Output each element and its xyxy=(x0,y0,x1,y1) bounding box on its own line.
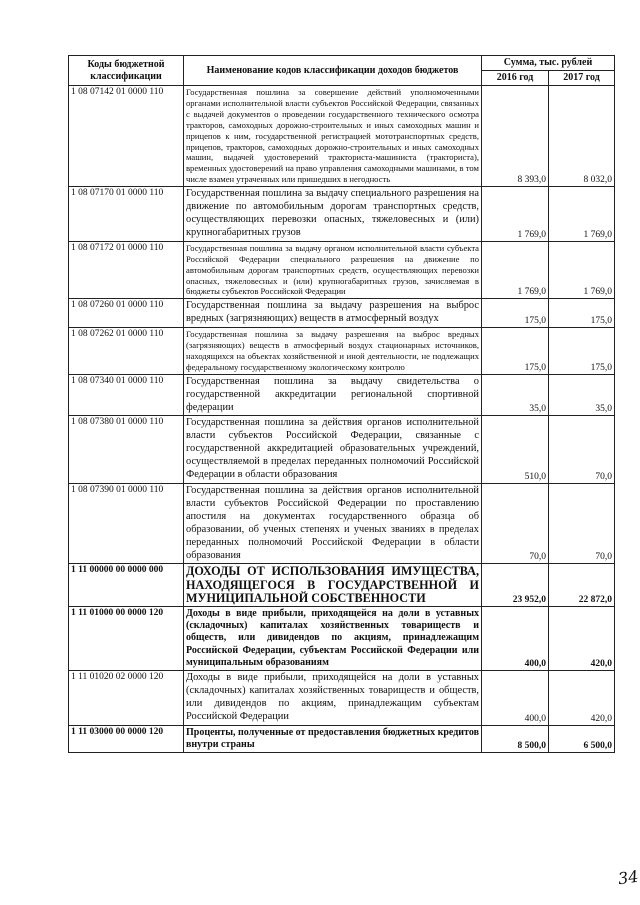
row-code: 1 08 07340 01 0000 110 xyxy=(69,374,184,416)
row-value-2016: 1 769,0 xyxy=(482,187,549,242)
row-value-2017: 1 769,0 xyxy=(549,187,615,242)
table-row xyxy=(69,86,615,187)
row-value-2016: 8 500,0 xyxy=(482,725,549,752)
row-value-2017: 6 500,0 xyxy=(549,725,615,752)
row-name: Проценты, полученные от предоставления бюджетных кредитов внутри страны xyxy=(184,725,482,752)
row-value-2017: 420,0 xyxy=(549,671,615,726)
row-value-2016: 70,0 xyxy=(482,484,549,564)
row-code: 1 08 07390 01 0000 110 xyxy=(69,484,184,564)
table-row xyxy=(69,416,615,484)
table-row xyxy=(69,374,615,416)
row-value-2017: 70,0 xyxy=(549,416,615,484)
row-code: 1 08 07380 01 0000 110 xyxy=(69,416,184,484)
row-name: Государственная пошлина за выдачу специального разрешения на движение по автомобильным дорогам транспортных средств, осуществляющих перевозки опасных, тяжеловесных и (или) крупногабаритных грузов xyxy=(184,187,482,242)
budget-revenue-table-page xyxy=(68,55,614,753)
table-row xyxy=(69,607,615,671)
row-name: Государственная пошлина за совершение действий уполномоченными органами исполнительной власти субъектов Российской Федерации, связанных с выдачей документов о проведении государственного технического осмотра тракторов, самоходных дорожно-строительных и иных самоходных машин и прицепов к ним, государственной регистрацией мототранспортных средств, прицепов, тракторов, самоходных дорожно-строительных и иных самоходных машин, выдачей удостоверений тракториста-машиниста (тракториста), временных удостоверений на право управления самоходными машинами, в том числе взамен утраченных или пришедших в негодность xyxy=(184,86,482,187)
page-number: 34 xyxy=(616,866,640,889)
row-name: Доходы в виде прибыли, приходящейся на доли в уставных (складочных) капиталах хозяйственных товариществ и обществ, или дивидендов по акциям, принадлежащим Российской Федерации, субъектам Российской Федерации или муниципальным образованиям xyxy=(184,607,482,671)
row-code: 1 08 07260 01 0000 110 xyxy=(69,299,184,328)
row-name: Доходы в виде прибыли, приходящейся на доли в уставных (складочных) капиталах хозяйственных товариществ и обществ, или дивидендов по акциям, принадлежащим субъектам Российской Федерации xyxy=(184,671,482,726)
row-value-2016: 8 393,0 xyxy=(482,86,549,187)
row-value-2016: 400,0 xyxy=(482,607,549,671)
row-value-2016: 35,0 xyxy=(482,374,549,416)
row-value-2016: 510,0 xyxy=(482,416,549,484)
row-code: 1 11 01000 00 0000 120 xyxy=(69,607,184,671)
header-year-2016: 2016 год xyxy=(482,71,549,86)
revenue-table xyxy=(68,55,615,753)
row-code: 1 11 01020 02 0000 120 xyxy=(69,671,184,726)
row-name: Государственная пошлина за выдачу разрешения на выброс вредных (загрязняющих) веществ в атмосферный воздух стационарных источников, находящихся на объектах хозяйственной и иной деятельности, не подлежащих федеральному государственному экологическому контролю xyxy=(184,328,482,375)
header-sum-column: Сумма, тыс. рублей xyxy=(482,56,615,71)
header-year-2017: 2017 год xyxy=(549,71,615,86)
row-code: 1 08 07170 01 0000 110 xyxy=(69,187,184,242)
row-name: Государственная пошлина за выдачу органом исполнительной власти субъекта Российской Федерации специального разрешения на движение по автомобильным дорогам транспортных средств, осуществляющих перевозки опасных, тяжеловесных и (или) крупногабаритных грузов, зачисляемая в бюджеты субъектов Российской Федерации xyxy=(184,241,482,299)
row-value-2016: 175,0 xyxy=(482,328,549,375)
table-row xyxy=(69,725,615,752)
row-value-2017: 420,0 xyxy=(549,607,615,671)
table-row xyxy=(69,564,615,607)
header-code-column: Коды бюджетной классификации xyxy=(69,56,184,86)
table-row xyxy=(69,328,615,375)
row-value-2016: 23 952,0 xyxy=(482,564,549,607)
row-value-2017: 70,0 xyxy=(549,484,615,564)
row-code: 1 11 00000 00 0000 000 xyxy=(69,564,184,607)
row-value-2017: 175,0 xyxy=(549,299,615,328)
row-name: Государственная пошлина за действия органов исполнительной власти субъектов Российской Федерации, связанные с государственной аккредитацией образовательных учреждений, осуществляемой в пределах переданных полномочий Российской Федерации в области образования xyxy=(184,416,482,484)
row-code: 1 08 07142 01 0000 110 xyxy=(69,86,184,187)
row-code: 1 11 03000 00 0000 120 xyxy=(69,725,184,752)
row-value-2017: 1 769,0 xyxy=(549,241,615,299)
row-value-2017: 35,0 xyxy=(549,374,615,416)
row-value-2017: 22 872,0 xyxy=(549,564,615,607)
table-row xyxy=(69,241,615,299)
header-name-column: Наименование кодов классификации доходов бюджетов xyxy=(184,56,482,86)
row-name: Государственная пошлина за выдачу разрешения на выброс вредных (загрязняющих) веществ в атмосферный воздух xyxy=(184,299,482,328)
row-value-2017: 175,0 xyxy=(549,328,615,375)
row-name: ДОХОДЫ ОТ ИСПОЛЬЗОВАНИЯ ИМУЩЕСТВА, НАХОДЯЩЕГОСЯ В ГОСУДАРСТВЕННОЙ И МУНИЦИПАЛЬНОЙ СОБСТВЕННОСТИ xyxy=(184,564,482,607)
row-name: Государственная пошлина за выдачу свидетельства о государственной аккредитации региональной спортивной федерации xyxy=(184,374,482,416)
row-value-2017: 8 032,0 xyxy=(549,86,615,187)
header-row-1 xyxy=(69,56,615,71)
row-value-2016: 1 769,0 xyxy=(482,241,549,299)
row-code: 1 08 07172 01 0000 110 xyxy=(69,241,184,299)
table-row xyxy=(69,484,615,564)
row-value-2016: 175,0 xyxy=(482,299,549,328)
table-row xyxy=(69,299,615,328)
table-row xyxy=(69,671,615,726)
table-row xyxy=(69,187,615,242)
row-name: Государственная пошлина за действия органов исполнительной власти субъектов Российской Федерации по проставлению апостиля на документах государственного образца об образовании, об ученых степенях и ученых званиях в пределах переданных полномочий Российской Федерации в области образования xyxy=(184,484,482,564)
row-value-2016: 400,0 xyxy=(482,671,549,726)
row-code: 1 08 07262 01 0000 110 xyxy=(69,328,184,375)
